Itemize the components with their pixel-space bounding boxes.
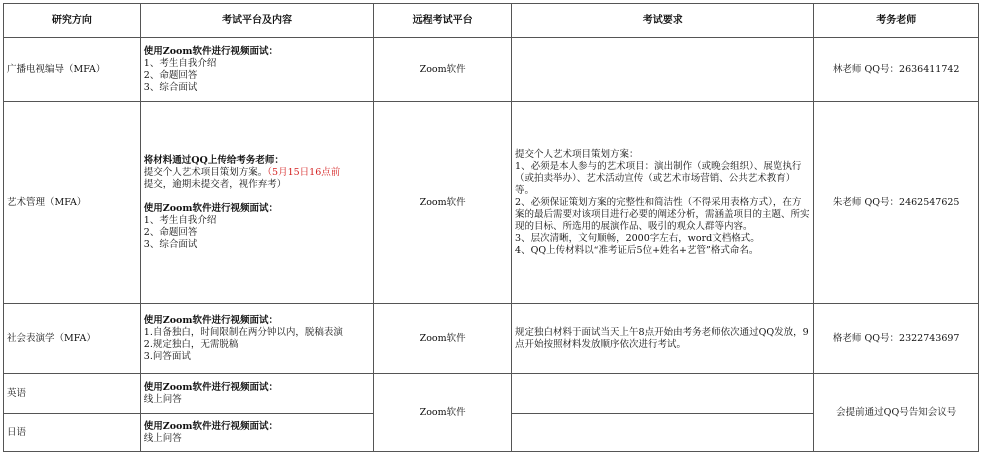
direction-cell: 日语 — [4, 414, 141, 452]
exam-schedule-table — [3, 3, 979, 452]
table-row — [4, 304, 979, 374]
content-title: 使用Zoom软件进行视频面试： — [143, 314, 278, 326]
requirement-line: 2、必须保证策划方案的完整性和简洁性（不得采用表格方式），在方案的最后需要对该项目进行必要的阐述分析，需涵盖项目的主题、所实现的目标、所选用的展演作品、吸引的观众人群等内容。 — [515, 196, 810, 232]
upload-text: 提交，逾期未提交者，视作弃考） — [143, 178, 287, 190]
content-item: 线上问答 — [143, 432, 182, 444]
header-row — [4, 4, 979, 38]
platform-cell: Zoom软件 — [374, 374, 512, 452]
requirement-line: 提交个人艺术项目策划方案： — [515, 148, 639, 160]
content-item: 3、综合面试 — [143, 81, 198, 93]
upload-line — [144, 167, 370, 179]
direction-cell: 社会表演学（MFA） — [4, 304, 141, 374]
requirement-line: 1、必须是本人参与的艺术项目：演出制作（或晚会组织）、展览执行（或拍卖举办）、艺术活动宣传（或艺术市场营销、公共艺术教育）等。 — [515, 160, 802, 196]
content-item: 3.问答面试 — [143, 350, 191, 362]
content-item: 3、综合面试 — [143, 238, 198, 250]
direction-cell: 广播电视编导（MFA） — [4, 38, 141, 102]
teacher-cell: 林老师 QQ号：2636411742 — [814, 38, 979, 102]
content-cell — [140, 102, 373, 304]
header-direction: 研究方向 — [4, 4, 141, 38]
table-row — [4, 374, 979, 414]
requirements-cell — [512, 374, 814, 414]
platform-cell: Zoom软件 — [374, 102, 512, 304]
table-row — [4, 102, 979, 304]
spacer — [144, 191, 370, 203]
content-item: 1、考生自我介绍 — [143, 214, 217, 226]
platform-cell: Zoom软件 — [374, 38, 512, 102]
direction-cell: 艺术管理（MFA） — [4, 102, 141, 304]
teacher-cell: 朱老师 QQ号：2462547625 — [814, 102, 979, 304]
content-cell — [140, 304, 373, 374]
content-cell — [140, 414, 373, 452]
teacher-cell: 格老师 QQ号：2322743697 — [814, 304, 979, 374]
requirements-cell — [512, 38, 814, 102]
upload-text: 提交个人艺术项目策划方案。 — [143, 166, 268, 178]
content-cell — [140, 38, 373, 102]
content-item: 2.规定独白，无需脱稿 — [143, 338, 239, 350]
content-item: 1.自备独白，时间限制在两分钟以内，脱稿表演 — [143, 326, 343, 338]
content-title: 使用Zoom软件进行视频面试： — [143, 381, 278, 393]
content-item: 1、考生自我介绍 — [143, 57, 217, 69]
requirements-cell — [512, 414, 814, 452]
content-title: 使用Zoom软件进行视频面试： — [143, 420, 278, 432]
requirements-cell: 规定独白材料于面试当天上午8点开始由考务老师依次通过QQ发放，9点开始按照材料发放顺序依次进行考试。 — [512, 304, 814, 374]
header-platform: 远程考试平台 — [374, 4, 512, 38]
direction-cell: 英语 — [4, 374, 141, 414]
header-requirements: 考试要求 — [512, 4, 814, 38]
header-content: 考试平台及内容 — [140, 4, 373, 38]
content-cell — [140, 374, 373, 414]
requirements-cell — [512, 102, 814, 304]
content-item: 2、命题回答 — [143, 226, 198, 238]
requirement-line: 4、QQ上传材料以“准考证后5位+姓名+艺管”格式命名。 — [515, 244, 759, 256]
platform-cell: Zoom软件 — [374, 304, 512, 374]
upload-deadline: （5月15日16点前 — [267, 166, 341, 178]
content-title: 使用Zoom软件进行视频面试： — [143, 45, 278, 57]
content-item: 2、命题回答 — [143, 69, 198, 81]
requirement-line: 3、层次清晰，文句顺畅，2000字左右，word文档格式。 — [515, 232, 760, 244]
upload-title: 将材料通过QQ上传给考务老师： — [143, 154, 284, 166]
content-item: 线上问答 — [143, 393, 182, 405]
teacher-cell: 会提前通过QQ号告知会议号 — [814, 374, 979, 452]
header-teacher: 考务老师 — [814, 4, 979, 38]
table-row — [4, 38, 979, 102]
content-title: 使用Zoom软件进行视频面试： — [143, 202, 278, 214]
